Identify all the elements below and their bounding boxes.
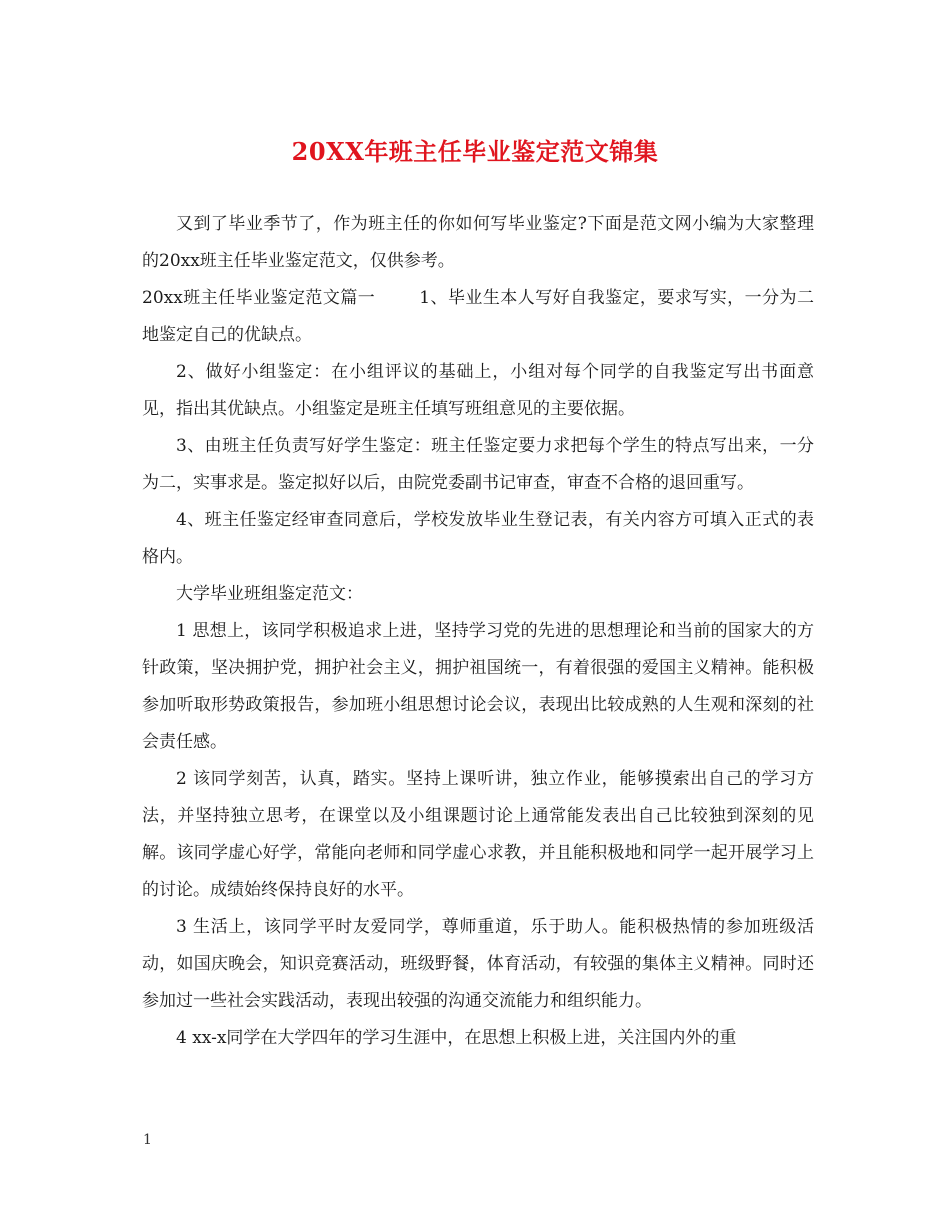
page-number: 1 — [143, 1132, 152, 1148]
paragraph-item-3: 3、由班主任负责写好学生鉴定：班主任鉴定要力求把每个学生的特点写出来，一分为二，实事求是。鉴定拟好以后，由院党委副书记审查，审查不合格的退回重写。 — [142, 436, 814, 493]
paragraph-subheading: 大学毕业班组鉴定范文： — [176, 584, 363, 604]
document-title: 20XX年班主任毕业鉴定范文锦集 — [291, 137, 659, 166]
paragraph-point-2: 2 该同学刻苦，认真，踏实。坚持上课听讲，独立作业，能够摸索出自己的学习方法，并坚持独立思考，在课堂以及小组课题讨论上通常能发表出自己比较独到深刻的见解。该同学虚心好学，常能向老师和同学虚心求教，并且能积极地和同学一起开展学习上的讨论。成绩始终保持良好的水平。 — [142, 769, 814, 900]
paragraph-item-2: 2、做好小组鉴定：在小组评议的基础上，小组对每个同学的自我鉴定写出书面意见，指出其优缺点。小组鉴定是班主任填写班组意见的主要依据。 — [142, 362, 814, 419]
paragraph-intro: 又到了毕业季节了，作为班主任的你如何写毕业鉴定?下面是范文网小编为大家整理的20xx班主任毕业鉴定范文，仅供参考。 — [142, 214, 814, 271]
paragraph-point-3: 3 生活上，该同学平时友爱同学，尊师重道，乐于助人。能积极热情的参加班级活动，如国庆晚会，知识竞赛活动，班级野餐，体育活动，有较强的集体主义精神。同时还参加过一些社会实践活动，表现出较强的沟通交流能力和组织能力。 — [142, 917, 814, 1011]
paragraph-point-1: 1 思想上，该同学积极追求上进，坚持学习党的先进的思想理论和当前的国家大的方针政策，坚决拥护党，拥护社会主义，拥护祖国统一，有着很强的爱国主义精神。能积极参加听取形势政策报告，参加班小组思想讨论会议，表现出比较成熟的人生观和深刻的社会责任感。 — [142, 621, 814, 752]
paragraph-point-4: 4 xx-x同学在大学四年的学习生涯中，在思想上积极上进，关注国内外的重 — [176, 1028, 737, 1048]
paragraph-item-4: 4、班主任鉴定经审查同意后，学校发放毕业生登记表，有关内容方可填入正式的表格内。 — [142, 510, 814, 567]
section-heading: 20xx班主任毕业鉴定范文篇一 — [142, 288, 376, 308]
section-text: 1、毕业生本人写好自我鉴定，要求写实，一分为二地鉴定自己的优缺点。 — [142, 288, 814, 345]
paragraph-section-one — [142, 280, 814, 354]
document-body — [142, 206, 814, 1057]
